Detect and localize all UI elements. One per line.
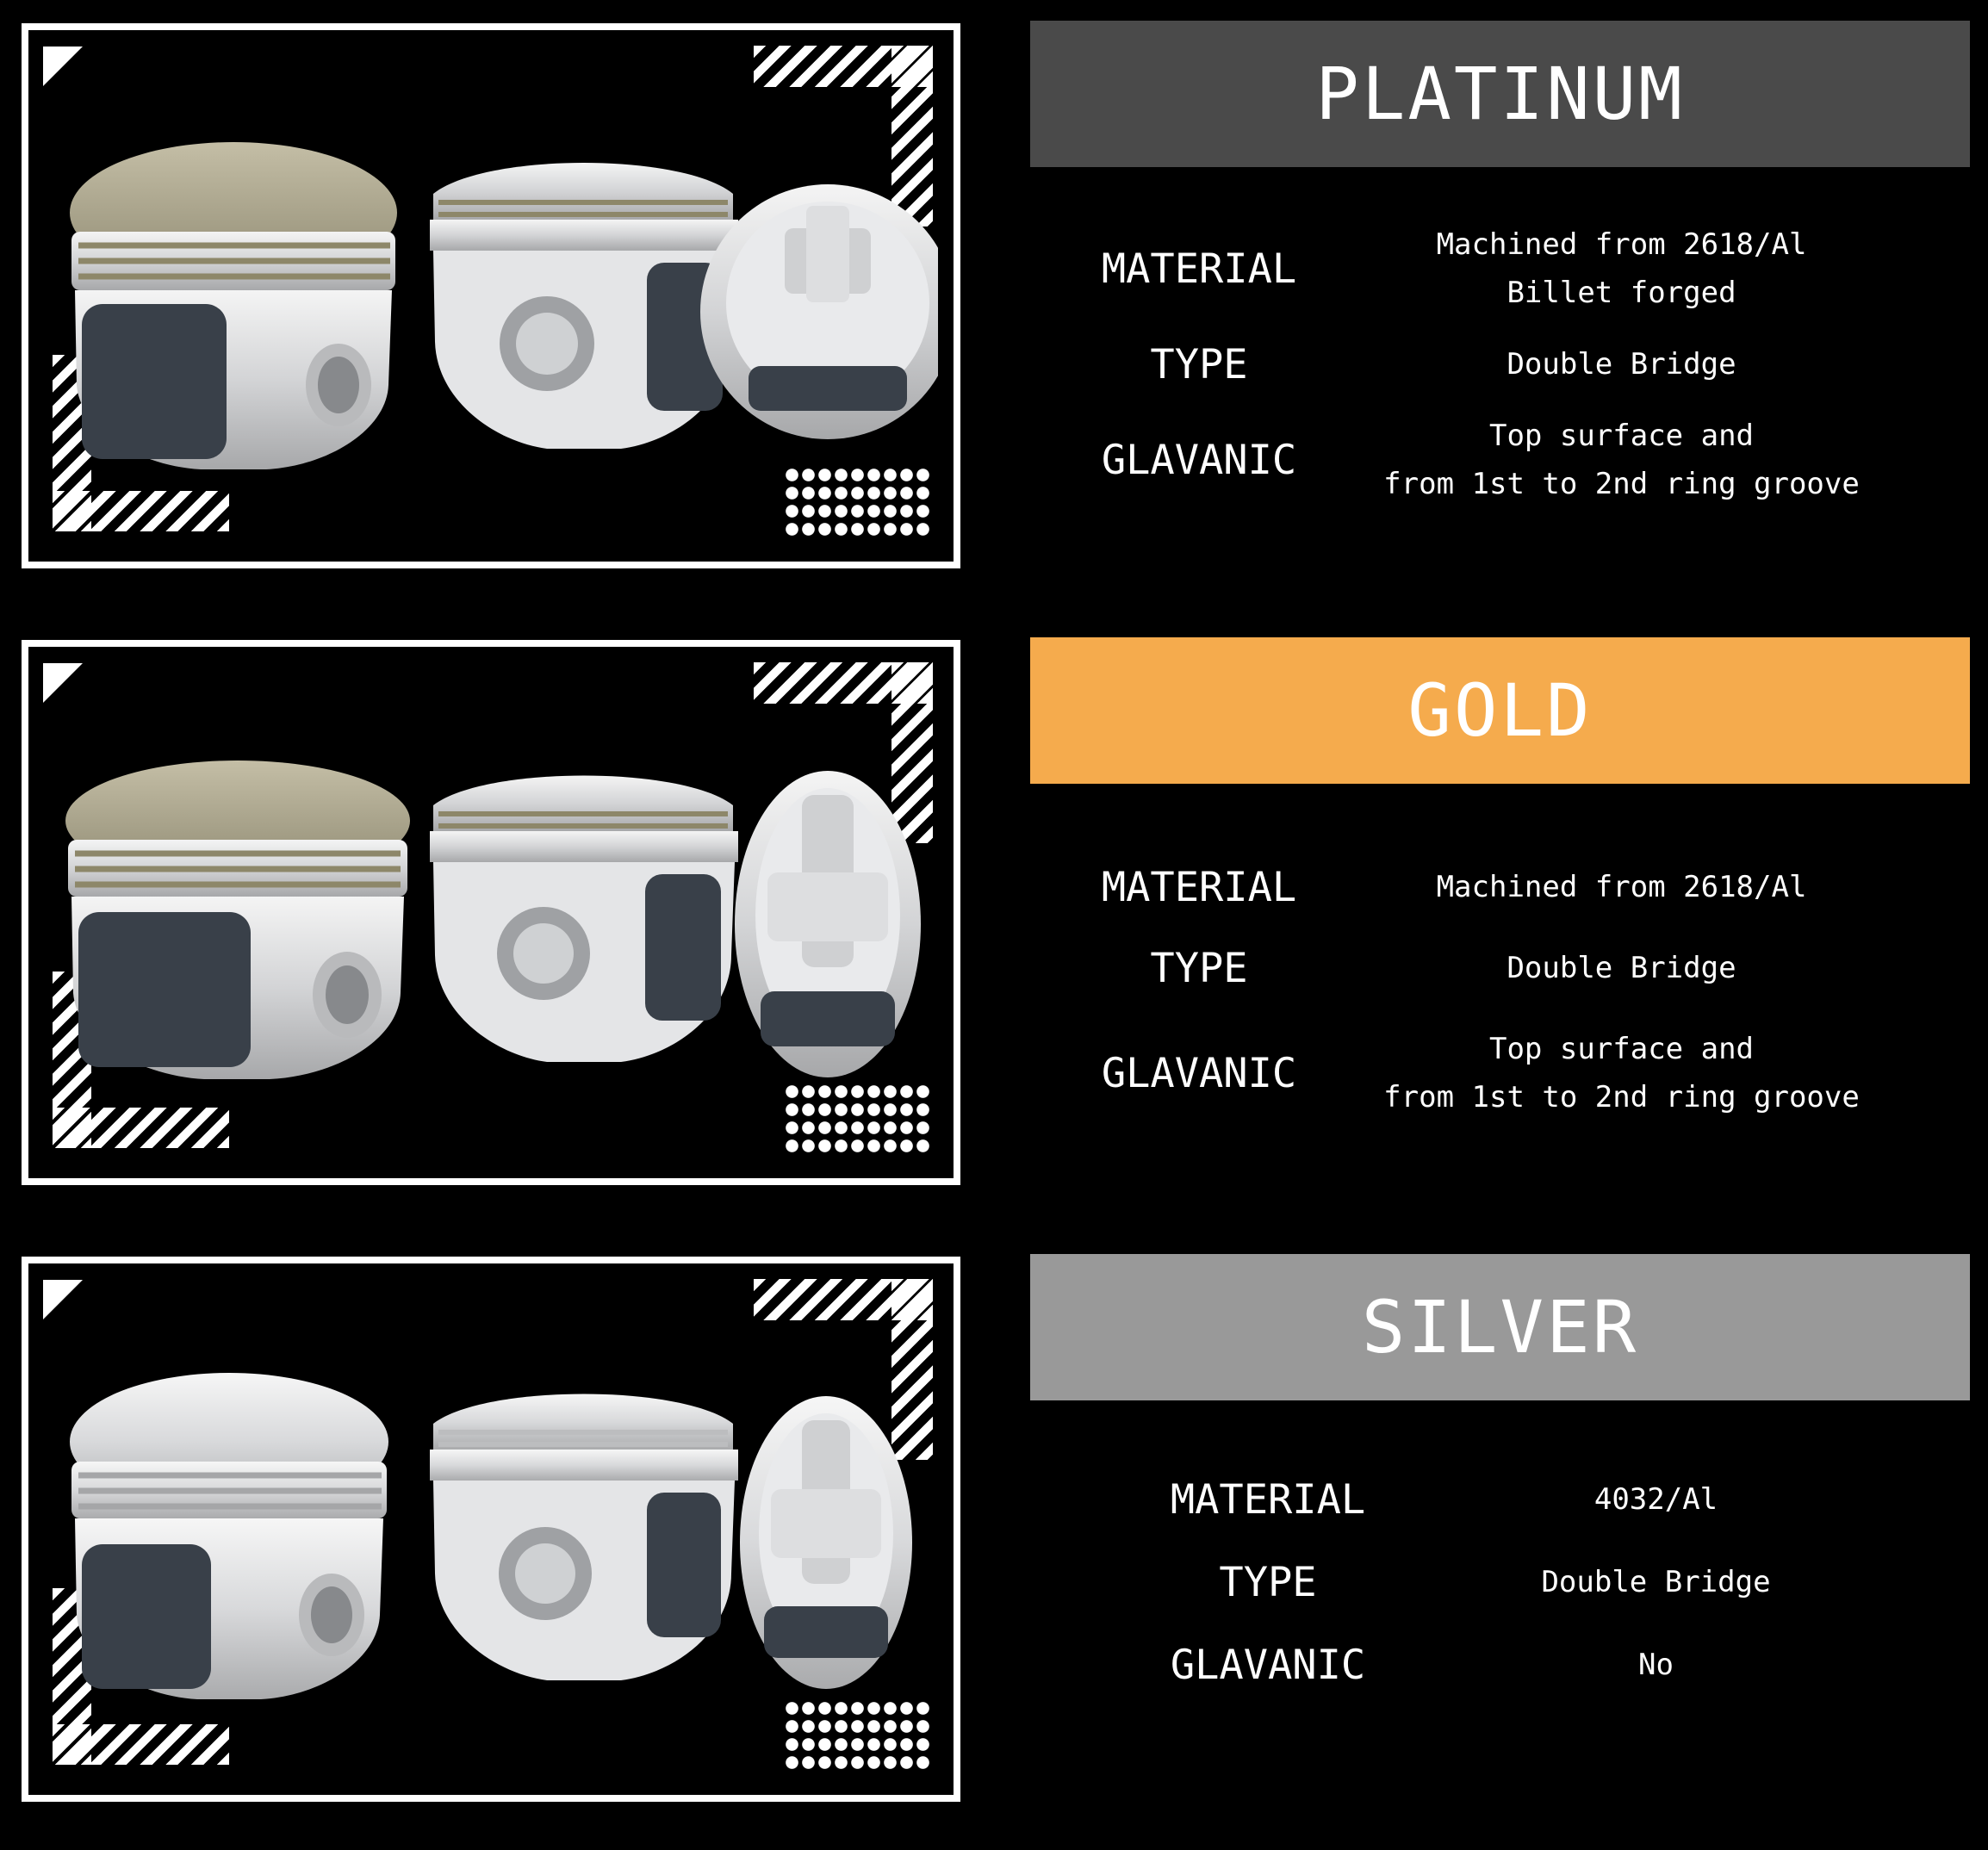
spec-value-line: Double Bridge (1507, 347, 1736, 382)
tier-section-platinum (0, 0, 1988, 617)
spec-label: MATERIAL (1101, 245, 1297, 293)
tier-info-gold (1030, 637, 1970, 1213)
spec-value-line: Machined from 2618/Al (1436, 227, 1807, 262)
corner-triangle-icon (43, 47, 83, 86)
spec-row-material (1099, 1475, 1875, 1524)
piston-product-photo (44, 743, 938, 1114)
spec-value-line: Double Bridge (1507, 951, 1736, 985)
spec-value-line: from 1st to 2nd ring groove (1383, 467, 1860, 501)
spec-label: TYPE (1150, 340, 1248, 388)
hatch-bar (53, 1108, 229, 1148)
spec-value (1368, 220, 1875, 317)
spec-list (1030, 220, 1970, 531)
spec-value-line: Machined from 2618/Al (1436, 870, 1807, 904)
piston-side-view (430, 163, 738, 449)
tier-info-silver (1030, 1254, 1970, 1829)
tier-title: GOLD (1407, 668, 1593, 753)
tier-banner (1030, 21, 1970, 167)
spec-value-line: Top surface and (1488, 1032, 1755, 1066)
product-photo-panel (22, 1257, 960, 1802)
spec-value-line: Double Bridge (1541, 1565, 1771, 1599)
spec-row-type (1030, 340, 1875, 388)
tier-title: SILVER (1361, 1285, 1639, 1369)
tier-banner (1030, 1254, 1970, 1400)
spec-row-glavanic (1099, 1641, 1875, 1689)
spec-list (1099, 1475, 1970, 1723)
spec-row-material (1030, 863, 1875, 911)
spec-row-type (1099, 1558, 1875, 1606)
spec-value (1368, 863, 1875, 911)
tier-section-silver (0, 1233, 1988, 1850)
spec-value (1368, 412, 1875, 508)
piston-side-view (430, 1394, 738, 1681)
spec-label: GLAVANIC (1101, 1049, 1297, 1097)
spec-value (1368, 340, 1875, 388)
piston-top-view (740, 1396, 912, 1689)
piston-side-view (430, 776, 738, 1063)
spec-row-type (1030, 944, 1875, 992)
product-photo-panel (22, 640, 960, 1185)
corner-triangle-icon (43, 663, 83, 703)
spec-row-glavanic (1030, 412, 1875, 508)
tier-info-platinum (1030, 21, 1970, 596)
spec-label: GLAVANIC (1101, 436, 1297, 484)
spec-row-glavanic (1030, 1025, 1875, 1121)
spec-value-line: Top surface and (1488, 419, 1755, 453)
piston-three-quarter-view (70, 142, 397, 469)
piston-product-photo (44, 1360, 938, 1730)
tier-title: PLATINUM (1315, 52, 1685, 136)
hatch-bar (53, 491, 229, 531)
spec-value (1437, 1475, 1875, 1524)
spec-label: TYPE (1150, 944, 1248, 992)
tier-section-gold (0, 617, 1988, 1233)
spec-label: MATERIAL (1170, 1475, 1366, 1524)
tier-banner (1030, 637, 1970, 784)
spec-value (1368, 1025, 1875, 1121)
piston-three-quarter-view (70, 1373, 388, 1699)
spec-value (1368, 944, 1875, 992)
spec-label: TYPE (1219, 1558, 1317, 1606)
piston-product-photo (44, 127, 938, 497)
hatch-bar (53, 1724, 229, 1765)
spec-value-line: from 1st to 2nd ring groove (1383, 1080, 1860, 1114)
product-photo-panel (22, 23, 960, 568)
spec-label: GLAVANIC (1170, 1641, 1366, 1689)
spec-label: MATERIAL (1101, 863, 1297, 911)
spec-value-line: Billet forged (1507, 276, 1736, 310)
spec-value-line: No (1638, 1648, 1674, 1682)
piston-three-quarter-view (65, 760, 410, 1079)
spec-row-material (1030, 220, 1875, 317)
spec-value (1437, 1558, 1875, 1606)
corner-triangle-icon (43, 1280, 83, 1319)
spec-value (1437, 1641, 1875, 1689)
spec-list (1030, 863, 1970, 1154)
piston-top-view (735, 771, 921, 1077)
spec-value-line: 4032/Al (1594, 1482, 1718, 1517)
